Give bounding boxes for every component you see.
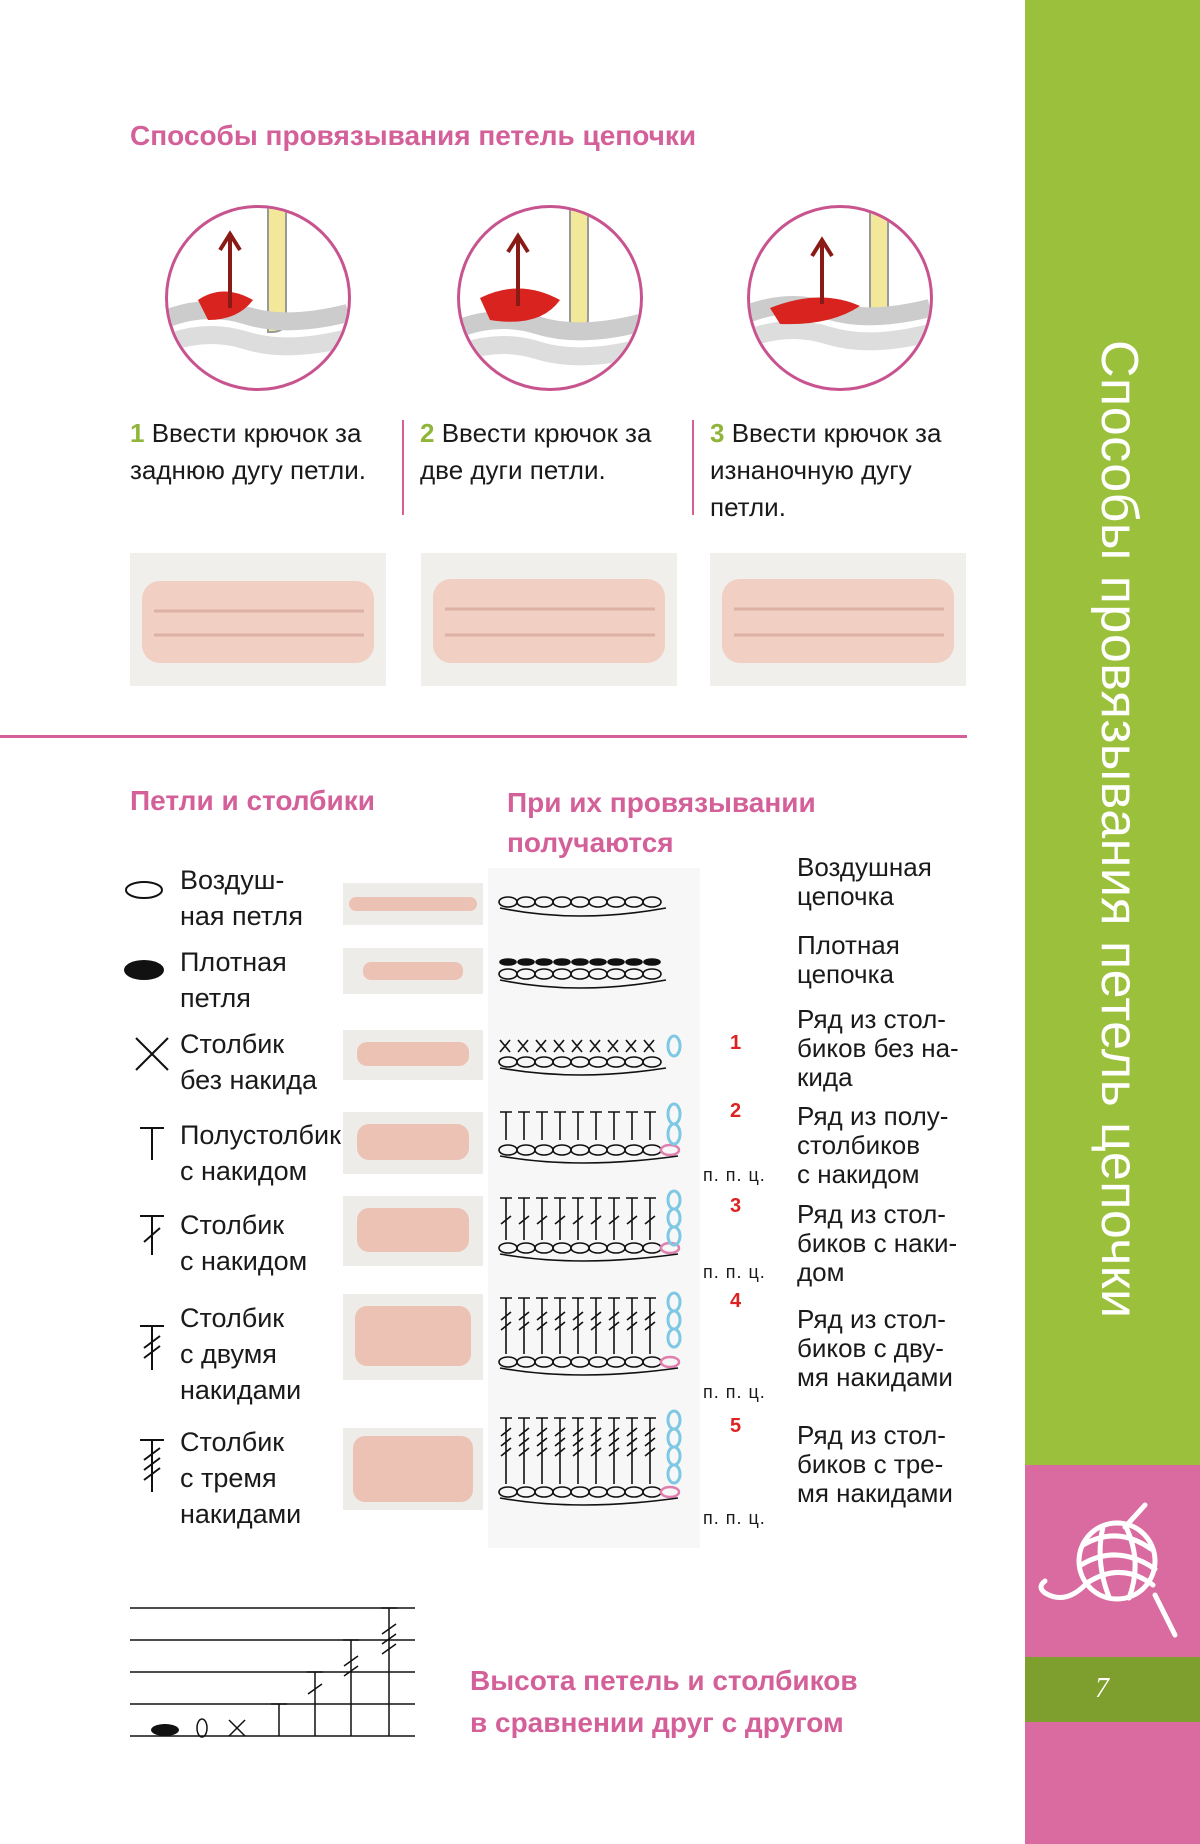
thumb-dtr xyxy=(343,1428,483,1510)
thumb-tr xyxy=(343,1294,483,1380)
heading-stitches: Петли и столбики xyxy=(130,785,375,816)
result-label-dc: Ряд из стол- биков с наки- дом xyxy=(797,1199,958,1287)
heading-results: При их провязывании получаются xyxy=(507,787,816,858)
sample-photo-3 xyxy=(710,553,966,686)
single-crochet-icon xyxy=(136,1038,168,1070)
ppc-label: п. п. ц. xyxy=(703,1508,766,1528)
row-number: 1 xyxy=(730,1032,742,1054)
thumb-chain xyxy=(343,883,483,925)
result-label-slip: Плотная цепочка xyxy=(797,930,900,989)
result-label-hdc: Ряд из полу- столбиков с накидом xyxy=(797,1101,949,1189)
thumb-dc xyxy=(343,1196,483,1266)
symbol-label-dc: Столбик с накидом xyxy=(180,1210,308,1276)
diagram-tr xyxy=(499,1293,680,1375)
step-3-illustration xyxy=(747,205,933,391)
row-number: 5 xyxy=(730,1415,742,1437)
sample-photo-2 xyxy=(421,553,677,686)
diagram-hdc xyxy=(499,1104,680,1163)
section-heading-chain-methods: Способы провязывания петель цепочки xyxy=(130,120,697,151)
diagram-slip xyxy=(499,959,666,988)
result-label-dtr: Ряд из стол- биков с тре- мя накидами xyxy=(797,1420,953,1508)
thumb-hdc xyxy=(343,1112,483,1174)
half-double-crochet-icon xyxy=(140,1128,164,1160)
step-2-illustration xyxy=(457,205,643,391)
thumb-sc xyxy=(343,1030,483,1080)
sidebar-bottom-band xyxy=(1025,1722,1200,1844)
page-number-band xyxy=(1025,1657,1200,1722)
step-2-text: 2 Ввести крючок за две дуги петли. xyxy=(420,418,652,485)
yarn-ball-icon xyxy=(1025,1465,1200,1657)
result-label-chain: Воздушная цепочка xyxy=(797,852,932,911)
sidebar-icon-panel xyxy=(1025,1465,1200,1657)
result-label-tr: Ряд из стол- биков с дву- мя накидами xyxy=(797,1304,953,1392)
section-divider xyxy=(0,735,967,738)
symbol-label-chain: Воздуш- ная петля xyxy=(180,865,303,931)
diagram-sc xyxy=(499,1036,680,1075)
symbol-label-hdc: Полустолбик с накидом xyxy=(180,1120,341,1186)
slip-stitch-icon xyxy=(124,960,164,980)
chain-stitch-icon xyxy=(126,882,162,898)
height-comparison-caption: Высота петель и столбиков в сравнении друг с другом xyxy=(470,1665,858,1738)
stitch-diagrams xyxy=(488,868,700,1548)
divider xyxy=(402,420,404,515)
row-number: 2 xyxy=(730,1100,742,1122)
double-crochet-icon xyxy=(140,1216,164,1255)
treble-crochet-icon xyxy=(140,1326,164,1370)
step-1-text: 1 Ввести крючок за заднюю дугу петли. xyxy=(130,418,366,485)
step-1-illustration xyxy=(165,205,351,391)
sidebar-title: Способы провязывания петель цепочки xyxy=(1089,340,1148,1319)
diagram-dc xyxy=(499,1191,680,1261)
ppc-label: п. п. ц. xyxy=(703,1165,766,1185)
row-number: 3 xyxy=(730,1195,742,1217)
diagram-dtr xyxy=(499,1411,680,1505)
step-3-text: 3 Ввести крючок за изнаночную дугу петли. xyxy=(710,418,942,522)
page-number: 7 xyxy=(1095,1673,1109,1704)
height-comparison-diagram xyxy=(125,1600,425,1750)
ppc-label: п. п. ц. xyxy=(703,1262,766,1282)
symbol-label-dtr: Столбик с тремя накидами xyxy=(180,1427,302,1529)
divider xyxy=(692,420,694,515)
double-treble-crochet-icon xyxy=(140,1440,164,1492)
symbol-label-tr: Столбик с двумя накидами xyxy=(180,1303,302,1405)
stitch-symbols xyxy=(118,870,178,1510)
sample-photo-1 xyxy=(130,553,386,686)
symbol-label-sc: Столбик без накида xyxy=(180,1029,318,1095)
ppc-label: п. п. ц. xyxy=(703,1382,766,1402)
diagram-chain xyxy=(499,897,666,916)
thumb-slip xyxy=(343,948,483,994)
symbol-label-slip: Плотная петля xyxy=(180,947,287,1013)
row-number: 4 xyxy=(730,1290,742,1312)
result-label-sc: Ряд из стол- биков без на- кида xyxy=(797,1004,959,1092)
